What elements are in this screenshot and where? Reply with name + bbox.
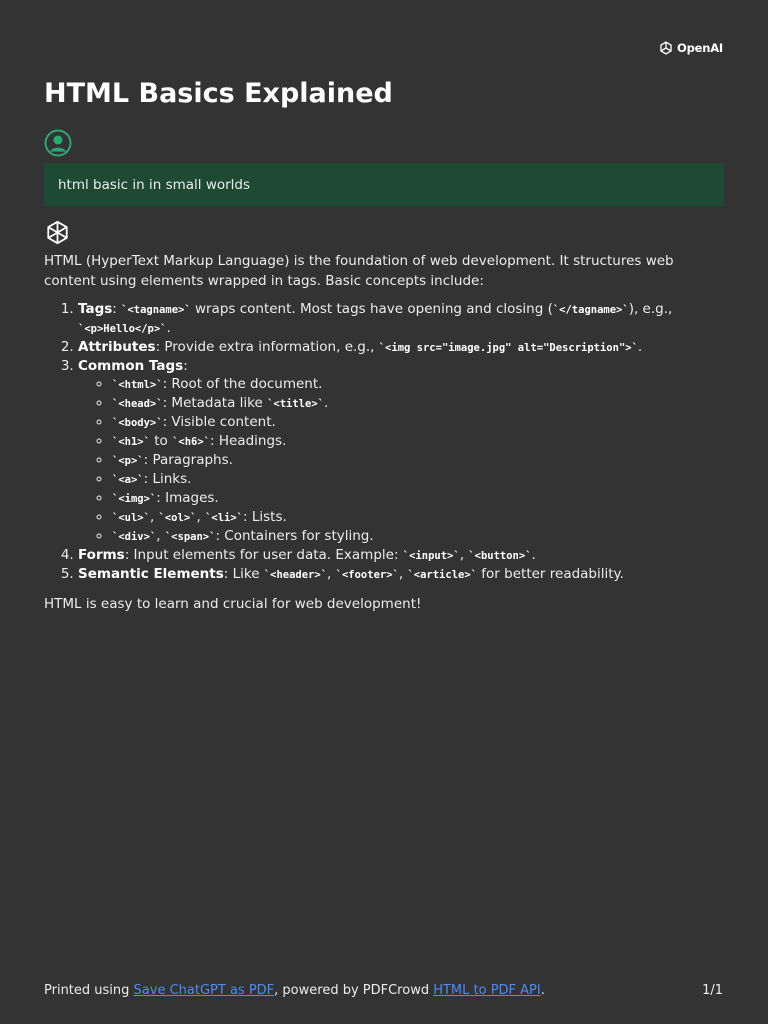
page-title: HTML Basics Explained <box>44 78 393 109</box>
img-tag-code: `<img>` <box>112 493 157 505</box>
html-to-pdf-api-link[interactable]: HTML to PDF API <box>433 983 541 998</box>
ol-tag-code: `<ol>` <box>158 512 197 524</box>
containers-text: : Containers for styling. <box>215 528 374 544</box>
separator: , <box>398 566 408 582</box>
answer-outro: HTML is easy to learn and crucial for web development! <box>44 596 422 612</box>
p-tag-text: : Paragraphs. <box>143 452 233 468</box>
tags-code-example: `<p>Hello</p>` <box>78 323 167 335</box>
article-tag-code: `<article>` <box>407 569 477 581</box>
ul-tag-code: `<ul>` <box>112 512 150 524</box>
common-tags-colon: : <box>183 358 188 374</box>
attributes-end: . <box>637 339 643 355</box>
lists-text: : Lists. <box>243 509 287 525</box>
forms-text: : Input elements for user data. Example: <box>124 547 403 563</box>
footer-tag-code: `<footer>` <box>335 569 399 581</box>
attributes-text: : Provide extra information, e.g., <box>155 339 379 355</box>
header-tag-code: `<header>` <box>263 569 328 581</box>
footer-suffix: . <box>540 983 545 998</box>
list-item <box>112 508 726 527</box>
separator: , <box>459 547 469 563</box>
head-tag-code: `<head>` <box>112 398 163 410</box>
chatgpt-icon <box>44 219 71 246</box>
p-tag-code: `<p>` <box>112 455 144 467</box>
heading-to: to <box>149 433 173 449</box>
html-tag-code: `<html>` <box>112 379 163 391</box>
list-item <box>112 413 726 432</box>
li-tag-code: `<li>` <box>205 512 243 524</box>
common-tags-list <box>78 375 726 546</box>
user-message-text: html basic in in small worlds <box>58 176 251 193</box>
h6-tag-code: `<h6>` <box>172 436 211 448</box>
div-tag-code: `<div>` <box>112 531 157 543</box>
page-number: 1/1 <box>702 983 723 998</box>
semantic-text: : Like <box>223 566 264 582</box>
attributes-code: `<img src="image.jpg" alt="Description">` <box>378 342 638 354</box>
attributes-label: Attributes <box>78 339 156 355</box>
separator: , <box>156 528 165 544</box>
openai-wordmark: OpenAI <box>677 41 723 55</box>
heading-text: : Headings. <box>210 433 287 449</box>
openai-logo <box>658 40 723 56</box>
separator: , <box>149 509 159 525</box>
tags-code-open: `<tagname>` <box>121 304 191 316</box>
tags-text-eg: ), e.g., <box>628 301 673 317</box>
list-item <box>112 527 726 546</box>
head-tag-end: . <box>323 395 329 411</box>
concepts-list <box>44 300 726 584</box>
list-item <box>112 432 726 451</box>
footer-middle: , powered by PDFCrowd <box>274 983 434 998</box>
forms-label: Forms <box>78 547 125 563</box>
answer-intro: HTML (HyperText Markup Language) is the foundation of web development. It structures web content using elements wrapped in tags. Basic concepts include: <box>44 253 674 289</box>
assistant-answer <box>44 251 726 614</box>
save-chatgpt-pdf-link[interactable]: Save ChatGPT as PDF <box>133 983 275 998</box>
list-item-tags: 1. Tags: `<tagname>` wraps content. Most tags have opening and closing (`</tagname>`), e.g., `<p>Hello</p>`. <box>78 300 726 338</box>
a-tag-text: : Links. <box>143 471 192 487</box>
list-item <box>112 451 726 470</box>
title-tag-code: `<title>` <box>267 398 324 410</box>
span-tag-code: `<span>` <box>164 531 216 543</box>
footer <box>44 983 723 998</box>
list-item-common-tags <box>78 357 726 546</box>
img-tag-text: : Images. <box>156 490 219 506</box>
footer-prefix: Printed using <box>44 983 134 998</box>
list-item <box>112 489 726 508</box>
list-item-attributes <box>78 338 726 357</box>
semantic-end: for better readability. <box>477 566 624 582</box>
forms-end: . <box>531 547 536 563</box>
separator: , <box>327 566 336 582</box>
user-avatar-icon <box>44 129 72 157</box>
list-item <box>112 470 726 489</box>
body-tag-code: `<body>` <box>112 417 163 429</box>
html-tag-text: : Root of the document. <box>162 376 323 392</box>
h1-tag-code: `<h1>` <box>112 436 150 448</box>
a-tag-code: `<a>` <box>112 474 144 486</box>
separator: , <box>196 509 206 525</box>
button-tag-code: `<button>` <box>468 550 532 562</box>
input-tag-code: `<input>` <box>402 550 460 562</box>
tags-end: . <box>166 320 171 336</box>
tags-label: Tags <box>78 301 113 317</box>
common-tags-label: Common Tags <box>78 358 184 374</box>
footer-credits <box>44 983 545 998</box>
tags-text: wraps content. Most tags have opening and closing ( <box>190 301 553 317</box>
tags-code-close: `</tagname>` <box>552 304 629 316</box>
semantic-label: Semantic Elements <box>78 566 224 582</box>
list-item-semantic <box>78 565 726 584</box>
user-message <box>44 163 724 206</box>
list-item-forms <box>78 546 726 565</box>
body-tag-text: : Visible content. <box>162 414 276 430</box>
openai-icon <box>658 40 674 56</box>
list-item <box>112 375 726 394</box>
head-tag-text: : Metadata like <box>162 395 268 411</box>
list-item <box>112 394 726 413</box>
